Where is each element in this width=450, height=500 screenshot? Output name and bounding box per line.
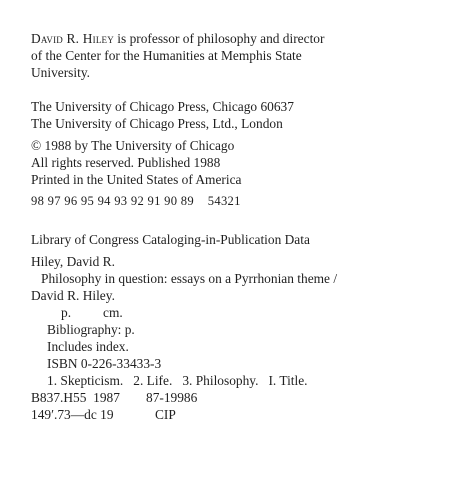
cip-lc-class-text: B837.H55 <box>31 390 87 405</box>
cip-collation <box>31 304 441 321</box>
publisher-chicago: The University of Chicago Press, Chicago 60637 <box>31 99 294 114</box>
cip-record <box>31 253 441 423</box>
copyright-page <box>31 30 441 423</box>
cip-lc-class <box>31 389 122 406</box>
bio-line-3: University. <box>31 65 91 80</box>
cip-work-title: Philosophy in question: essays on a Pyrrhonian theme / <box>41 271 338 286</box>
cip-isbn: ISBN 0-226-33433-3 <box>47 356 162 371</box>
author-name: David R. Hiley <box>31 31 114 46</box>
cip-dewey-row <box>31 406 441 423</box>
cip-title <box>31 231 441 248</box>
cip-work-title-cont: David R. Hiley. <box>31 288 115 303</box>
cip-subject-2: 2. Life. <box>133 373 173 388</box>
printed-in: Printed in the United States of America <box>31 172 242 187</box>
cip-subject-1: 1. Skepticism. <box>47 373 124 388</box>
rights-reserved: All rights reserved. Published 1988 <box>31 155 221 170</box>
cip-year: 1987 <box>93 390 120 405</box>
cip-subject-3: 3. Philosophy. <box>182 373 259 388</box>
cip-subjects <box>31 372 441 389</box>
cip-subject-title: I. Title. <box>268 373 308 388</box>
bio-line-2: of the Center for the Humanities at Memphis State <box>31 48 302 63</box>
cip-dewey: 149′.73—dc 19 <box>31 407 114 422</box>
printing-line: 98 97 96 95 94 93 92 91 90 89 54321 <box>31 194 241 208</box>
cip-heading: Library of Congress Cataloging-in-Publication Data <box>31 232 310 247</box>
cip-tag: CIP <box>155 407 176 422</box>
copyright-notice: © 1988 by The University of Chicago <box>31 138 235 153</box>
bio-line-1-text: is professor of philosophy and director <box>113 31 325 46</box>
cip-lccn: 87-19986 <box>146 390 198 405</box>
printing-history <box>31 193 441 210</box>
cip-cm: cm. <box>103 305 123 320</box>
publisher-block <box>31 98 441 132</box>
publisher-london: The University of Chicago Press, Ltd., London <box>31 116 283 131</box>
cip-bibliography: Bibliography: p. <box>47 322 135 337</box>
cip-classification-row <box>31 389 441 406</box>
bio-line-1 <box>31 30 441 47</box>
rights-block <box>31 137 441 188</box>
cip-index: Includes index. <box>47 339 129 354</box>
cip-author: Hiley, David R. <box>31 254 115 269</box>
cip-pages: p. <box>61 305 72 320</box>
author-bio <box>31 30 441 81</box>
